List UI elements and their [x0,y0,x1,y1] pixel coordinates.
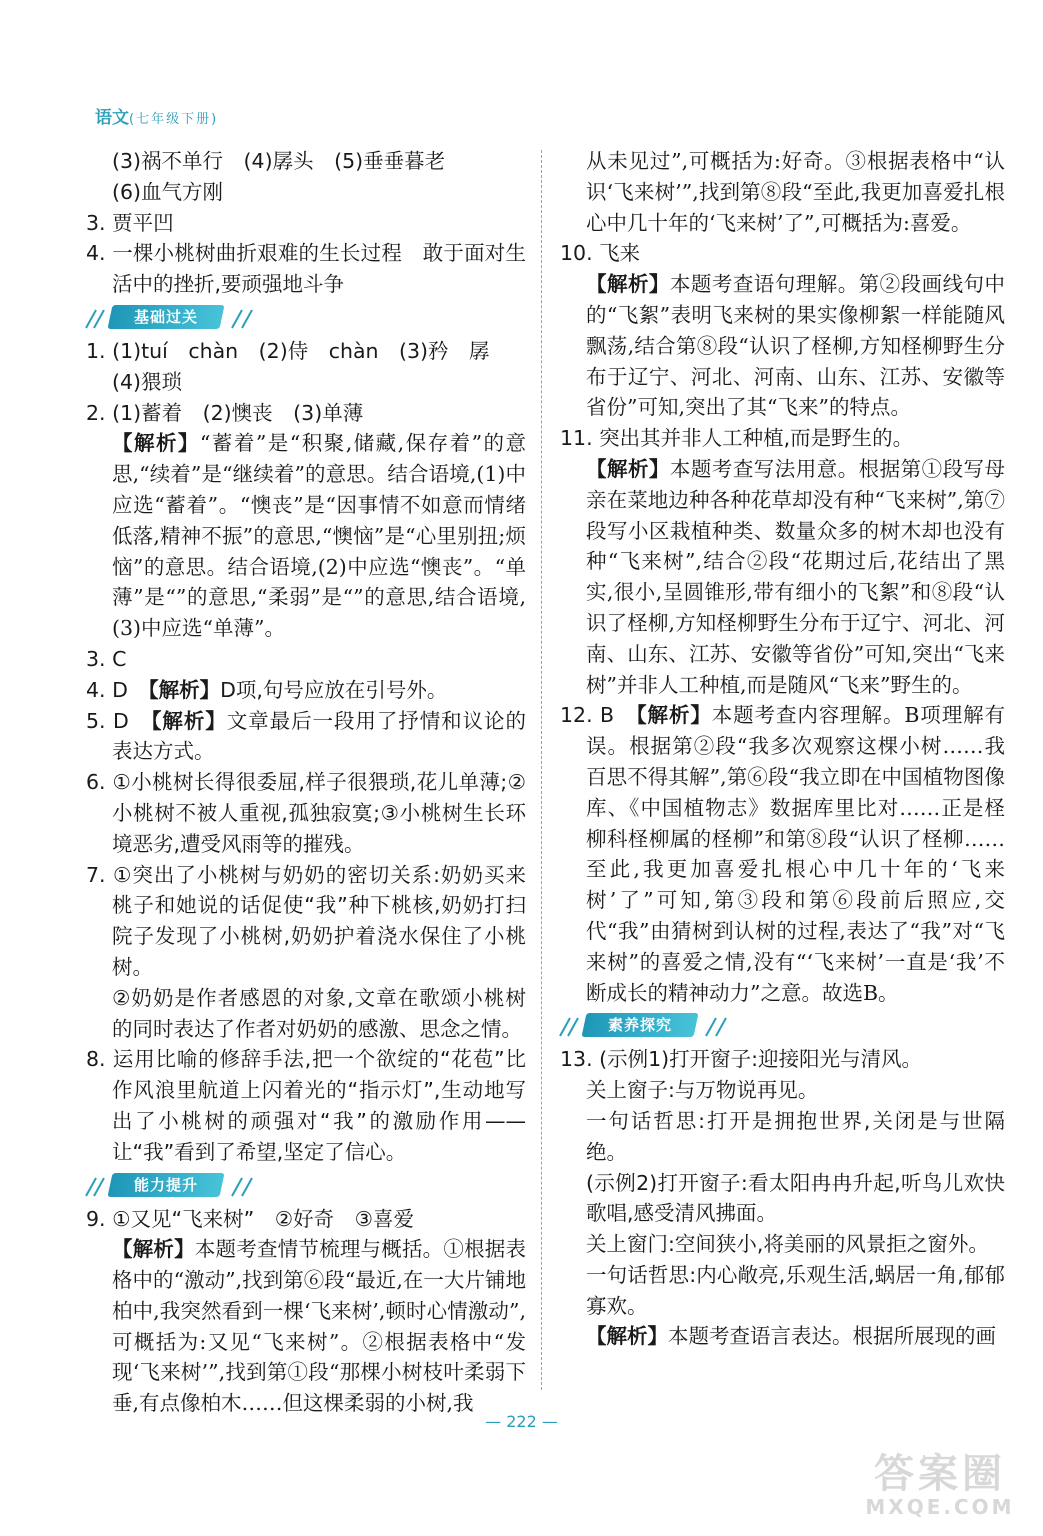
answer-12: 12. B 【解析】本题考查内容理解。B项理解有误。根据第②段“我多次观察这棵小树……我百思不得其解”,第⑥段“我立即在中国植物图像库、《中国植物志》数据库里比对……正是柽柳科柽柳属的柽柳”和第⑧段“认识了柽柳……至此,我更加喜爱扎根心中几十年的‘飞来树’了”可知,第③段和第⑥段前后照应,交代“我”由猜树到认树的过程,表达了“我”对“飞来树”的喜爱之情,没有“‘飞来树’一直是‘我’不断成长的精神动力”之意。故选B。 [560,703,1006,1005]
analysis-11: 【解析】本题考查写法用意。根据第①段写母亲在菜地边种各种花草却没有种“飞来树”,第⑦段写小区栽植种类、数量众多的树木却也没有种“飞来树”,结合②段“花期过后,花结出了黑实,很小,呈圆锥形,带有细小的飞絮”和⑧段“认识了柽柳,方知柽柳野生分布于辽宁、河北、河南、山东、江苏、安徽等省份”可知,突出“飞来树”并非人工种植,而是随风“飞来”野生的。 [586,456,1006,697]
answer-line: 一句话哲思:打开是拥抱世界,关闭是与世隔绝。 [586,1108,1005,1164]
answer-13: 13. (示例1)打开窗子:迎接阳光与清风。 [560,1047,923,1072]
answer-line: 一句话哲思:内心敞亮,乐观生活,蜗居一角,郁郁寡欢。 [586,1262,1005,1318]
watermark-logo: 答案圈 MXQE.COM [865,1451,1015,1519]
section-header-ability [82,1168,526,1204]
answer-4b: 4. D 【解析】D项,句号应放在引号外。 [86,677,448,702]
section-badge: 基础过关 [107,305,224,329]
answer-line: (6)血气方刚 [112,179,224,204]
answer-5: 5. D 【解析】文章最后一段用了抒情和议论的表达方式。 [86,708,527,764]
slash-deco-icon [82,1174,106,1198]
slash-deco-icon [82,306,106,330]
grade-label: (七年级下册) [129,112,219,127]
answer-3b: 3. C [86,646,127,671]
slash-deco-icon [702,1014,730,1038]
analysis-10: 【解析】本题考查语句理解。第②段画线句中的“飞絮”表明飞来树的果实像柳絮一样能随风飘荡,结合第⑧段“认识了柽柳,方知柽柳野生分布于辽宁、河北、河南、山东、江苏、安徽等省份”可知,突出了其“飞来”的特点。 [586,272,1006,420]
answer-4: 4. 一棵小桃树曲折艰难的生长过程 敢于面对生活中的挫折,要顽强地斗争 [86,241,526,297]
page-header [95,103,218,128]
answer-line: (3)祸不单行 (4)孱头 (5)垂垂暮老 [112,149,446,173]
analysis-13: 【解析】本题考查语言表达。根据所展现的画 [586,1324,996,1349]
section-badge: 素养探究 [581,1013,698,1037]
answer-line: 关上窗子:与万物说再见。 [586,1078,819,1103]
column-divider [541,150,542,1390]
analysis-9-cont: 从未见过”,可概括为:好奇。③根据表格中“认识‘飞来树’”,找到第⑧段“至此,我更加喜爱扎根心中几十年的‘飞来树’了”,可概括为:喜爱。 [586,149,1005,235]
section-header-basic [82,300,526,336]
answer-1: 1. (1)tuí chàn (2)侍 chàn (3)矜 孱 [86,338,490,363]
answer-8: 8. 运用比喻的修辞手法,把一个欲绽的“花苞”比作风浪里航道上闪着光的“指示灯”,生动地写出了小桃树的顽强对“我”的激励作用——让“我”看到了希望,坚定了信心。 [86,1047,526,1164]
answer-7: 7. ①突出了小桃树与奶奶的密切关系:奶奶买来桃子和她说的话促使“我”种下桃核,奶奶打扫院子发现了小桃树,奶奶护着浇水保住了小桃树。 [86,862,526,979]
section-badge: 能力提升 [107,1173,224,1197]
answer-line: 关上窗门:空间狭小,将美丽的风景拒之窗外。 [586,1232,989,1257]
analysis-2: 【解析】“蓄着”是“积聚,储藏,保存着”的意思,“续着”是“继续着”的意思。结合语境,(1)中应选“蓄着”。“懊丧”是“因事情不如意而情绪低落,精神不振”的意思,“懊恼”是“心里别扭;烦恼”的意思。结合语境,(2)中应选“懊丧”。“单薄”是“”的意思,“柔弱”是“”的意思,结合语境,(3)中应选“单薄”。 [112,431,527,641]
answer-10: 10. 飞来 [560,241,641,266]
right-column [560,146,1005,1352]
slash-deco-icon [228,306,256,330]
answer-line: (4)猥琐 [112,369,183,394]
answer-2: 2. (1)蓄着 (2)懊丧 (3)单薄 [86,400,364,425]
answer-6: 6. ①小桃树长得很委屈,样子很猥琐,花儿单薄;②小桃树不被人重视,孤独寂寞;③小桃树生长环境恶劣,遭受风雨等的摧残。 [86,770,526,856]
left-column [86,146,526,1419]
subject-label: 语文 [95,108,129,128]
section-header-literacy [556,1008,1005,1044]
answer-11: 11. 突出其并非人工种植,而是野生的。 [560,426,914,451]
slash-deco-icon [556,1014,580,1038]
page-number: — 222 — [485,1412,558,1431]
answer-3: 3. 贾平凹 [86,210,174,235]
answer-9: 9. ①又见“飞来树” ②好奇 ③喜爱 [86,1206,414,1231]
answer-line: (示例2)打开窗子:看太阳冉冉升起,听鸟儿欢快歌唱,感受清风拂面。 [586,1170,1005,1226]
answer-7b: ②奶奶是作者感恩的对象,文章在歌颂小桃树的同时表达了作者对奶奶的感激、思念之情。 [112,985,526,1041]
analysis-9: 【解析】本题考查情节梳理与概括。①根据表格中的“激动”,找到第⑥段“最近,在一大片铺地柏中,我突然看到一棵‘飞来树’,顿时心情激动”,可概括为:又见“飞来树”。②根据表格中“发现‘飞来树’”,找到第①段“那棵小树枝叶柔弱下垂,有点像柏木……但这棵柔弱的小树,我 [112,1237,527,1416]
slash-deco-icon [228,1174,256,1198]
